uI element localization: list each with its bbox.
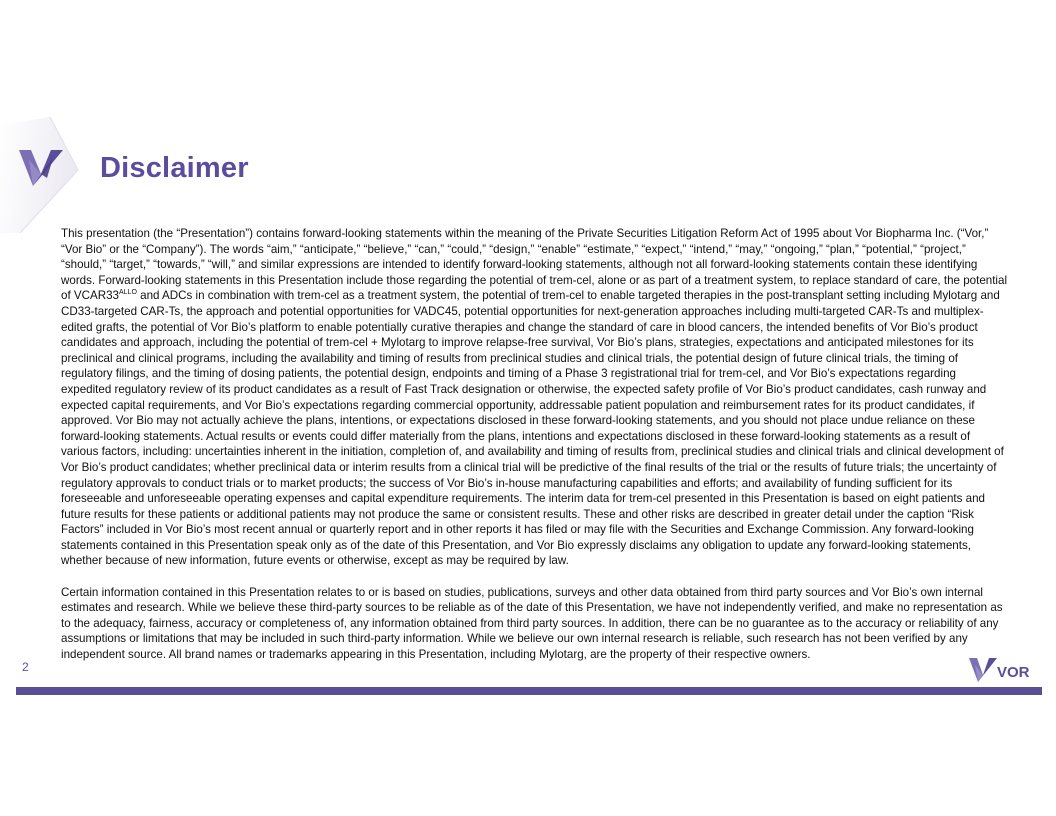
disclaimer-paragraph-forward-looking <box>61 226 1009 569</box>
superscript-allo: ALLO <box>119 289 137 297</box>
page-title: Disclaimer <box>100 152 249 184</box>
page-number: 2 <box>22 660 29 674</box>
disclaimer-paragraph-third-party: Certain information contained in this Presentation relates to or is based on studies, publications, surveys and other data obtained from third party sources and Vor Bio’s own internal estimates and research. While we believe these third-party sources to be reliable as of the date of this Presentation, we have not independently verified, and make no representation as to the adequacy, fairness, accuracy or completeness of, any information obtained from third party sources. In addition, there can be no guarantee as to the accuracy or reliability of any assumptions or limitations that may be included in such third-party information. While we believe our own internal research is reliable, such research has not been verified by any independent source. All brand names or trademarks appearing in this Presentation, including Mylotarg, are the property of their respective owners. <box>61 585 1003 662</box>
footer-bar <box>16 687 1042 695</box>
vor-logo-icon <box>19 148 63 188</box>
brand-wordmark: VOR <box>997 664 1030 681</box>
paragraph-text-part-1: This presentation (the “Presentation”) contains forward-looking statements within the meaning of the Private Securities Litigation Reform Act of 1995 about Vor Biopharma Inc. (“Vor,” “Vor Bio” or the “Company”). The words “aim,” “anticipate,” “believe,” “can,” “could,” “design,” “enable” “estimate,” “expect,” “intend,” “may,” “ongoing,” “plan,” “potential,” “project,” “should,” “target,” “towards,” “will,” and similar expressions are intended to identify forward-looking statements, although not all forward-looking statements contain these identifying words. Forward-looking statements in this Presentation include those regarding the potential of trem-cel, alone or as part of a treatment system, to replace standard of care, the potential of VCAR33 <box>61 227 1008 303</box>
paragraph-text-part-2: and ADCs in combination with trem-cel as a treatment system, the potential of trem-cel to enable targeted therapies in the post-transplant setting including Mylotarg and CD33-targeted CAR-Ts, the approach and potential opportunities for VADC45, potential opportunities for next-generation approaches including multi-targeted CAR-Ts and multiplex-edited grafts, the potential of Vor Bio’s platform to enable potentially curative therapies and change the standard of care in blood cancers, the intended benefits of Vor Bio’s product candidates and approach, including the potential of trem-cel + Mylotarg to improve relapse-free survival, Vor Bio’s plans, strategies, expectations and anticipated milestones for its preclinical and clinical programs, including the availability and timing of results from preclinical studies and clinical trials, the potential design of future clinical trials, the timing of regulatory filings, and the timing of dosing patients, the potential design, endpoints and timing of a Phase 3 registrational trial for trem-cel, and Vor Bio’s expectations regarding expedited regulatory review of its product candidates as a result of Fast Track designation or otherwise, the expected safety profile of Vor Bio’s product candidates, cash runway and expected capital requirements, and Vor Bio’s expectations regarding commercial opportunity, addressable patient population and reimbursement rates for its product candidates, if approved. Vor Bio may not actually achieve the plans, intentions, or expectations disclosed in these forward-looking statements, and you should not place undue reliance on these forward-looking statements. Actual results or events could differ materially from the plans, intentions and expectations disclosed in these forward-looking statements as a result of various factors, including: uncertainties inherent in the initiation, completion of, and availability and timing of results from, preclinical studies and clinical trials and clinical development of Vor Bio’s product candidates; whether preclinical data or interim results from a clinical trial will be predictive of the final results of the trial or the results of future trials; the uncertainty of regulatory approvals to conduct trials or to market products; the success of Vor Bio’s in-house manufacturing capabilities and efforts; and availability of funding sufficient for its foreseeable and unforeseeable operating expenses and capital expenditure requirements. The interim data for trem-cel presented in this Presentation is based on eight patients and future results for these patients or additional patients may not produce the same or consistent results. These and other risks are described in greater detail under the caption “Risk Factors” included in Vor Bio’s most recent annual or quarterly report and in other reports it has filed or may file with the Securities and Exchange Commission. Any forward-looking statements contained in this Presentation speak only as of the date of this Presentation, and Vor Bio expressly disclaims any obligation to update any forward-looking statements, whether because of new information, future events or otherwise, except as may be required by law. <box>61 289 1004 568</box>
disclaimer-body <box>61 226 1009 663</box>
footer-vor-logo <box>966 654 1038 684</box>
